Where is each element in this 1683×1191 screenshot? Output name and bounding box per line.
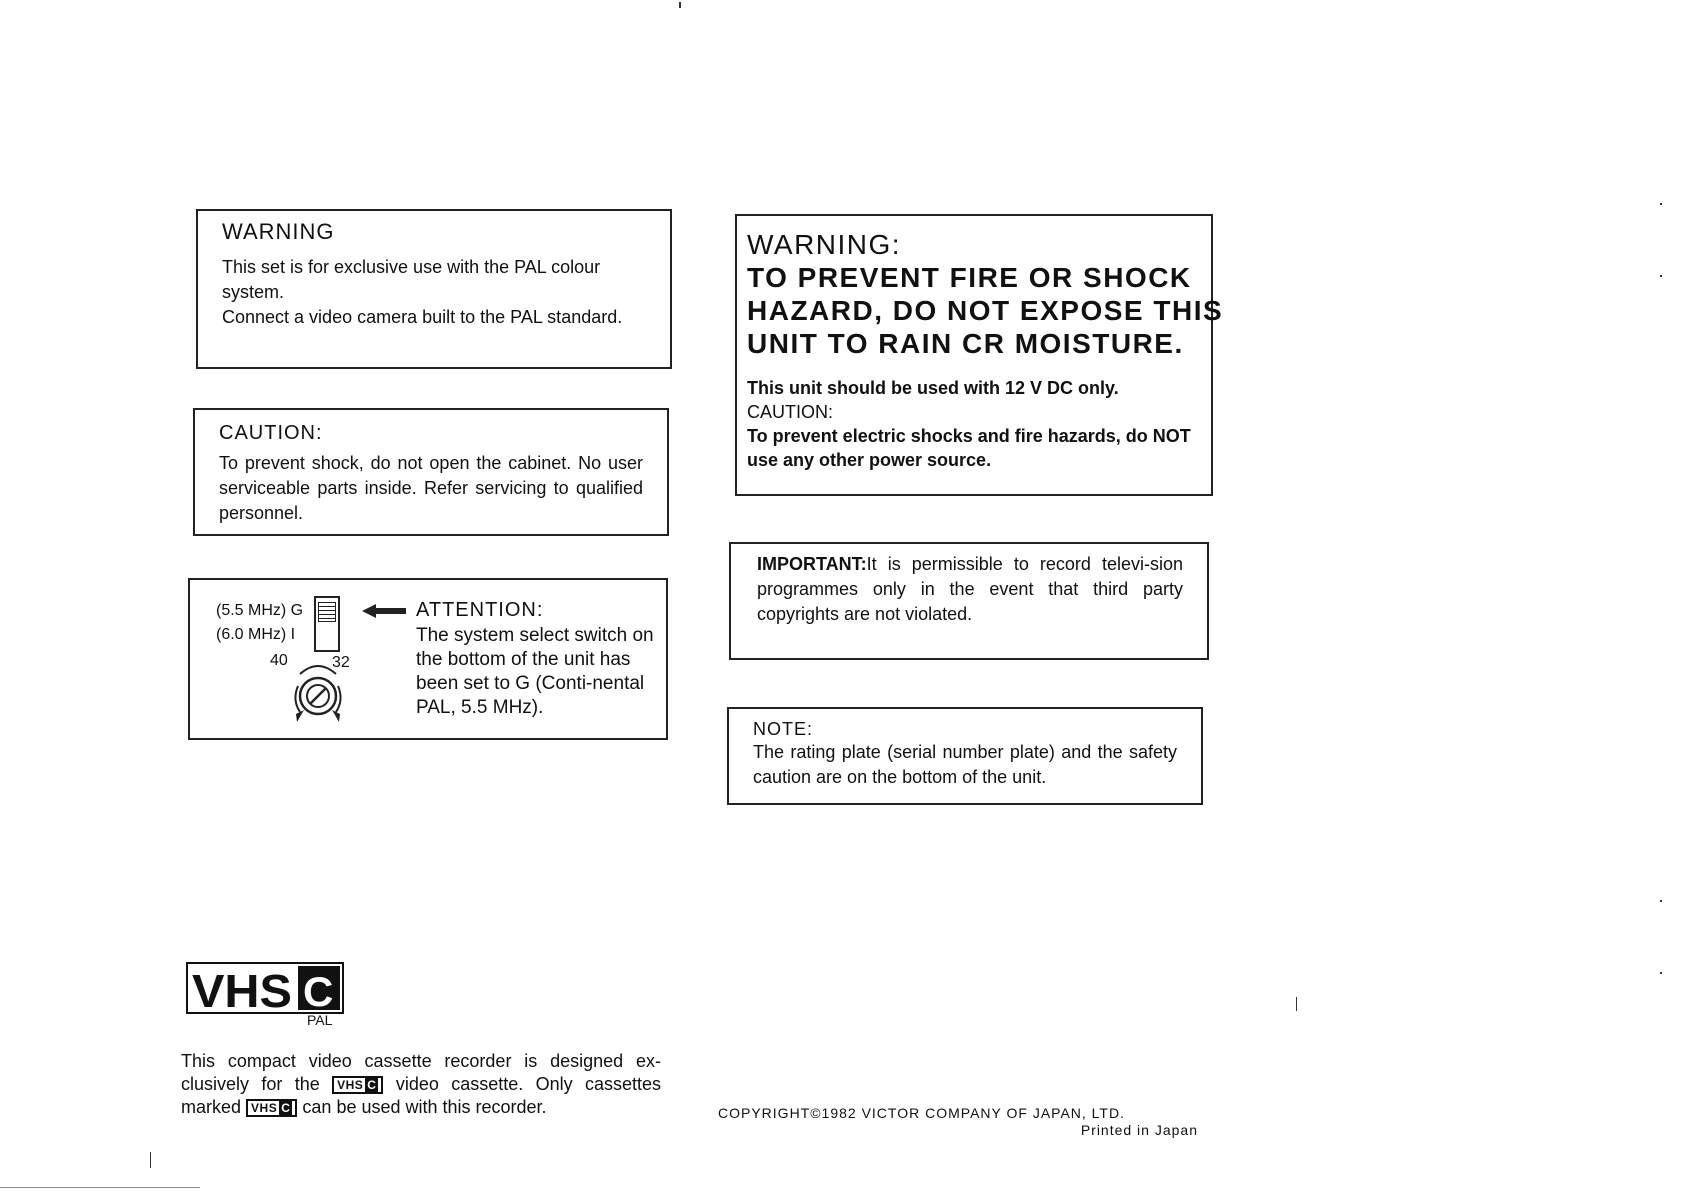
system-switch-icon bbox=[314, 596, 340, 652]
switch-label-i: (6.0 MHz) I bbox=[216, 626, 296, 643]
vhs-desc-part3: can be used with this recorder. bbox=[302, 1097, 547, 1117]
bottom-edge-line bbox=[0, 1187, 200, 1188]
warning-heading: WARNING bbox=[222, 219, 335, 244]
important-heading: IMPORTANT: bbox=[757, 554, 867, 574]
dial-label-32: 32 bbox=[332, 654, 350, 671]
warning-pal-text: This set is for exclusive use with the PAL colour system. bbox=[222, 257, 601, 302]
fire-warning-line3: UNIT TO RAIN CR MOISTURE. bbox=[747, 328, 1184, 359]
dial-label-40: 40 bbox=[270, 652, 288, 669]
attention-text-block bbox=[416, 598, 656, 720]
copyright-block bbox=[718, 1105, 1198, 1139]
vhs-desc-part1: This compact video cassette recorder is designed ex-clusively for the bbox=[181, 1051, 661, 1094]
vhs-description bbox=[181, 1050, 661, 1119]
warning-box-fire bbox=[735, 214, 1224, 496]
fire-warning-line2: HAZARD, DO NOT EXPOSE THIS bbox=[747, 295, 1224, 326]
vhs-logo-c: C bbox=[303, 968, 334, 1014]
fire-warning-heading: WARNING: bbox=[747, 229, 902, 260]
vhs-c-mini-logo: VHS C bbox=[332, 1076, 383, 1094]
scan-speck bbox=[679, 2, 681, 8]
note-text: The rating plate (serial number plate) and the safety caution are on the bottom of the unit. bbox=[753, 742, 1177, 787]
caution-heading: CAUTION: bbox=[219, 422, 323, 444]
scan-speck bbox=[1660, 203, 1662, 205]
scan-speck bbox=[150, 1152, 151, 1168]
vhs-desc-part2: video cassette. Only cassettes marked bbox=[181, 1074, 661, 1117]
switch-label-g: (5.5 MHz) G bbox=[216, 602, 304, 619]
scan-speck bbox=[1660, 275, 1662, 277]
power-caution-heading: CAUTION: bbox=[747, 402, 834, 422]
warning-camera-text: Connect a video camera built to the PAL standard. bbox=[222, 307, 623, 327]
attention-heading: ATTENTION: bbox=[416, 599, 544, 621]
vhs-logo-text: VHS bbox=[192, 965, 292, 1014]
vhs-c-mini-logo: VHS C bbox=[246, 1099, 297, 1117]
copyright-text: COPYRIGHT©1982 VICTOR COMPANY OF JAPAN, LTD. bbox=[718, 1105, 1125, 1121]
important-paragraph bbox=[757, 552, 1183, 627]
printed-in-text: Printed in Japan bbox=[1080, 1122, 1198, 1138]
caution-box bbox=[193, 408, 669, 536]
scan-speck bbox=[1660, 900, 1662, 902]
attention-text: The system select switch on the bottom of the unit has been set to G (Conti-nental PAL, 5.5 MHz). bbox=[416, 625, 654, 718]
important-box bbox=[729, 542, 1209, 660]
vhs-c-logo bbox=[186, 962, 346, 1014]
important-text: It is permissible to record televi-sion programmes only in the event that third party copyrights are not violated. bbox=[757, 554, 1183, 624]
power-caution-text: To prevent electric shocks and fire hazards, do NOT use any other power source. bbox=[747, 426, 1191, 470]
attention-box bbox=[188, 578, 668, 740]
note-box bbox=[727, 707, 1203, 805]
note-heading: NOTE: bbox=[753, 719, 814, 739]
warning-box-pal bbox=[196, 209, 672, 369]
scan-speck bbox=[1296, 997, 1297, 1011]
caution-text: To prevent shock, do not open the cabinet. No user serviceable parts inside. Refer servicing to qualified personnel. bbox=[219, 453, 643, 523]
pal-label: PAL bbox=[307, 1012, 333, 1028]
fire-warning-line1: TO PREVENT FIRE OR SHOCK bbox=[747, 262, 1192, 293]
scan-speck bbox=[1660, 972, 1662, 974]
switch-knob-icon bbox=[318, 602, 336, 622]
arrow-left-icon bbox=[362, 604, 406, 618]
power-note: This unit should be used with 12 V DC only. bbox=[747, 378, 1119, 398]
